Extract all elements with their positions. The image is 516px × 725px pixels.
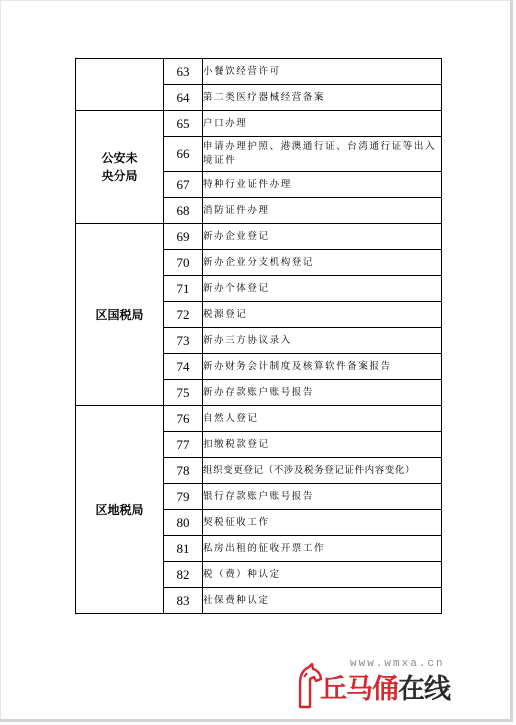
row-number: 82 [164,562,203,588]
row-number: 76 [164,406,203,432]
service-item: 自然人登记 [203,406,442,432]
department-cell: 区地税局 [76,406,164,614]
row-number: 81 [164,536,203,562]
service-item: 新办企业登记 [203,224,442,250]
row-number: 68 [164,198,203,224]
department-cell: 公安未央分局 [76,111,164,224]
row-number: 71 [164,276,203,302]
service-item: 申请办理护照、港澳通行证、台湾通行证等出入境证件 [203,137,442,172]
row-number: 64 [164,85,203,111]
table-row [76,59,442,85]
service-item: 新办存款账户账号报告 [203,380,442,406]
service-item: 新办个体登记 [203,276,442,302]
table-body [76,59,442,614]
row-number: 78 [164,458,203,484]
watermark-brand-dark: 在线 [398,674,450,705]
watermark-brand [320,673,450,707]
row-number: 73 [164,328,203,354]
row-number: 70 [164,250,203,276]
service-item: 契税征收工作 [203,510,442,536]
row-number: 79 [164,484,203,510]
service-item: 新办三方协议录入 [203,328,442,354]
service-item: 税（费）种认定 [203,562,442,588]
service-item: 银行存款账户账号报告 [203,484,442,510]
services-table [75,58,442,614]
row-number: 63 [164,59,203,85]
service-item: 小餐饮经营许可 [203,59,442,85]
service-item: 私房出租的征收开票工作 [203,536,442,562]
service-item: 户口办理 [203,111,442,137]
service-item: 特种行业证件办理 [203,172,442,198]
table-row [76,111,442,137]
row-number: 72 [164,302,203,328]
service-item: 扣缴税款登记 [203,432,442,458]
watermark-brand-red: 丘马俑 [320,674,398,705]
service-item: 社保费种认定 [203,588,442,614]
row-number: 77 [164,432,203,458]
service-item: 消防证件办理 [203,198,442,224]
row-number: 74 [164,354,203,380]
row-number: 83 [164,588,203,614]
service-item: 税源登记 [203,302,442,328]
watermark [300,655,500,715]
watermark-url: www.wmxa.cn [350,658,445,670]
row-number: 65 [164,111,203,137]
row-number: 67 [164,172,203,198]
table-row [76,224,442,250]
department-cell: 区国税局 [76,224,164,406]
row-number: 69 [164,224,203,250]
service-item: 新办财务会计制度及核算软件备案报告 [203,354,442,380]
row-number: 80 [164,510,203,536]
service-item: 新办企业分支机构登记 [203,250,442,276]
table-row [76,406,442,432]
department-cell [76,59,164,111]
service-item: 第二类医疗器械经营备案 [203,85,442,111]
service-item: 组织变更登记（不涉及税务登记证件内容变化） [203,458,442,484]
row-number: 66 [164,137,203,172]
row-number: 75 [164,380,203,406]
